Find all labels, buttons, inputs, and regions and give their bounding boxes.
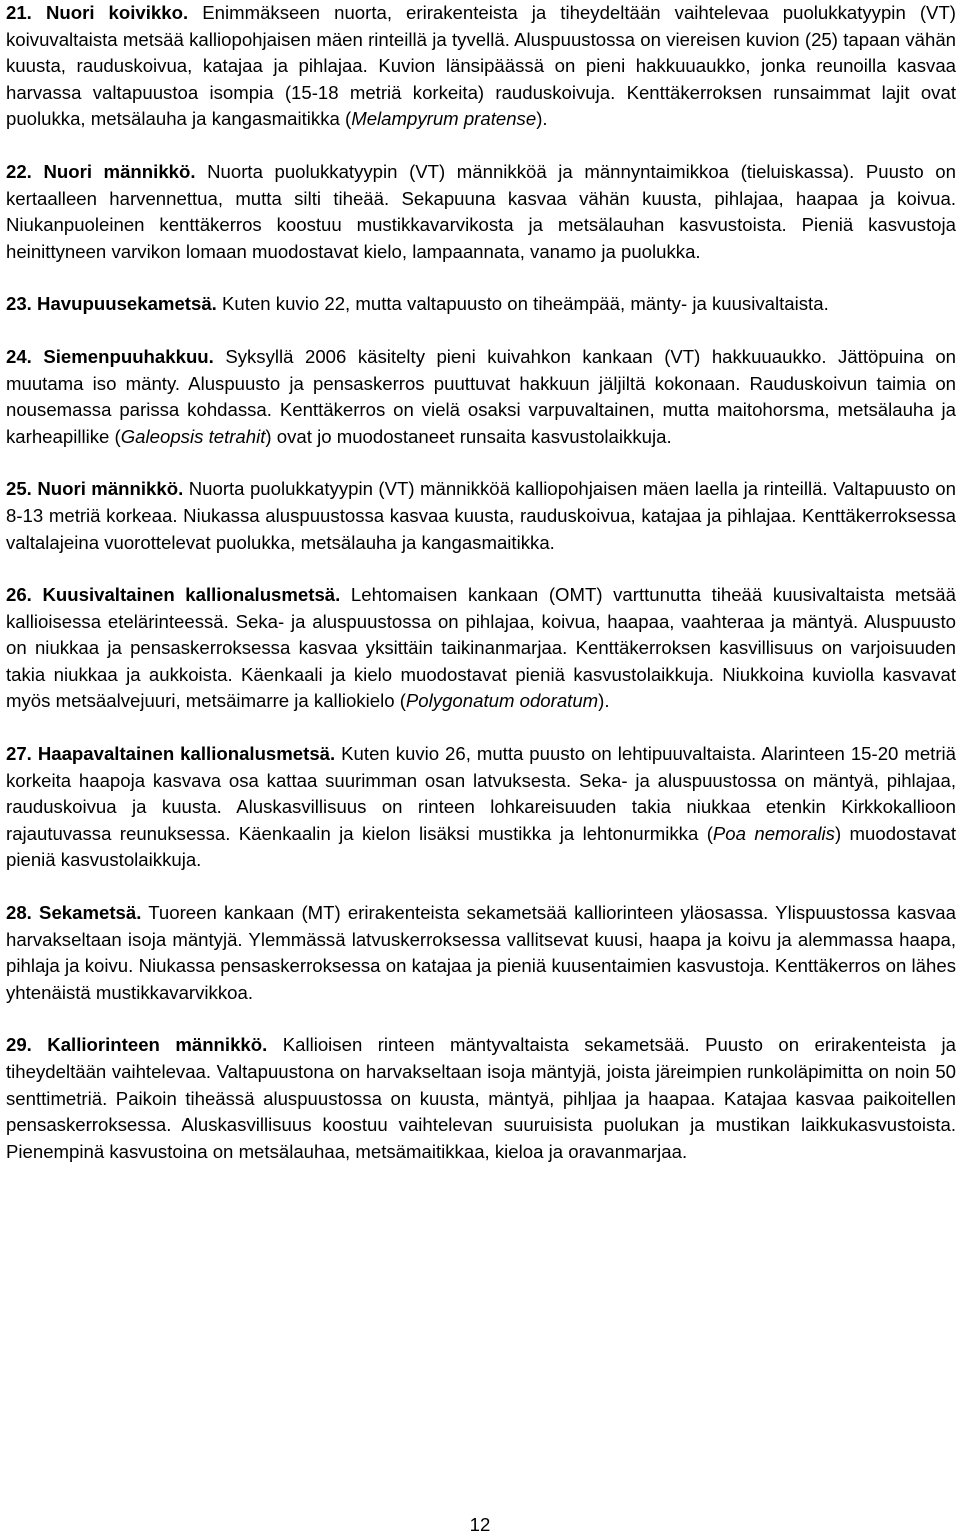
entry-number: 23. — [6, 293, 32, 315]
entry-paragraph — [6, 900, 956, 1006]
entry-title: Nuori männikkö. — [37, 478, 184, 500]
entry-21 — [6, 0, 956, 133]
entry-paragraph — [6, 291, 956, 318]
entry-text: Kallioisen rinteen mäntyvaltaista sekametsää. Puusto on erirakenteista ja tiheydeltään vaihtelevaa. Valtapuustona on harvakseltaan isoja mäntyjä, joista järeimpien runkoläpimitta on noin 50 senttimetriä. Paikoin tiheässä aluspuustossa on kuusta, mäntyä, pihljaa ja haapaa. Katajaa kasvaa paikoitellen pensaskerroksessa. Aluskasvillisuus koostuu vaihtelevan suuruisista puolukan ja mustikan laikkukasvustoista. Pienempinä kasvustoina on metsälauhaa, metsämaitikkaa, kieloa ja oravanmarjaa. — [6, 1034, 956, 1162]
entry-text: Tuoreen kankaan (MT) erirakenteista sekametsää kalliorinteen yläosassa. Ylispuustossa kasvaa harvakseltaan isoja mäntyjä. Ylemmässä latvuskerroksessa vallitsevat kuusi, haapa ja koivu ja alemmassa haapa, pihlaja ja koivu. Niukassa pensaskerroksessa on katajaa ja pieniä kuusentaimien kasvustoja. Kenttäkerros on lähes yhtenäistä mustikkavarvikkoa. — [6, 902, 956, 1003]
entry-title: Kalliorinteen männikkö. — [47, 1034, 268, 1056]
entry-28 — [6, 900, 956, 1006]
entry-title: Sekametsä. — [39, 902, 142, 924]
entry-number: 25. — [6, 478, 32, 500]
entry-title: Nuori koivikko. — [45, 2, 189, 23]
species-name: Galeopsis tetrahit — [120, 425, 266, 447]
entry-text: Nuorta puolukkatyypin (VT) männikköä kalliopohjaisen mäen laella ja rinteillä. Valtapuusto on 8-13 metriä korkeaa. Niukassa aluspuustossa kasvaa kuusta, rauduskoivua, katajaa ja pihlajaa. Kenttäkerroksessa valtalajeina vuorottelevat puolukka, metsälauha ja kangasmaitikka. — [6, 478, 956, 553]
entry-paragraph — [6, 0, 956, 133]
entry-text: Lehtomaisen kankaan (OMT) varttunutta tiheää kuusivaltaista metsää kallioisessa etelärinteessä. Seka- ja aluspuustossa on pihlajaa, koivua, haapaa, vaahteraa ja mäntyä. Aluspuusto on niukkaa ja pensaskerroksessa kasvaa yksittäin taikinanmarjaa. Kenttäkerroksen kasvillisuus on varjoisuuden takia niukkaa ja aukkoista. Käenkaali ja kielo muodostavat pieniä kasvustolaikkuja. Niukkoina kuviolla kasvavat myös metsäalvejuuri, metsäimarre ja kalliokielo ( — [6, 584, 956, 712]
entry-paragraph — [6, 159, 956, 265]
entry-paragraph — [6, 741, 956, 874]
entry-number: 26. — [6, 584, 32, 606]
entry-number: 22. — [6, 160, 32, 182]
entry-title: Kuusivaltainen kallionalusmetsä. — [42, 584, 341, 606]
entry-text: Syksyllä 2006 käsitelty pieni kuivahkon kankaan (VT) hakkuuaukko. Jättöpuina on muutama iso mänty. Aluspuusto ja pensaskerros puuttuvat hakkuun jäljiltä kokonaan. Rauduskoivun taimia on nousemassa parissa kohdassa. Kenttäkerros on vielä osaksi varpuvaltainen, mutta maitohorsma, metsälauha ja karheapillike ( — [6, 345, 956, 447]
entry-title: Nuori männikkö. — [43, 160, 196, 182]
entry-23 — [6, 291, 956, 318]
entry-text: Kuten kuvio 22, mutta valtapuusto on tiheämpää, mänty- ja kuusivaltaista. — [222, 293, 829, 315]
entry-title: Haapavaltainen kallionalusmetsä. — [37, 743, 336, 765]
species-name: Polygonatum odoratum — [405, 690, 599, 712]
entry-22 — [6, 159, 956, 265]
entry-number: 21. — [6, 2, 32, 23]
entry-title: Havupuusekametsä. — [37, 293, 217, 315]
entry-number: 24. — [6, 345, 32, 367]
entry-text: Enimmäkseen nuorta, erirakenteista ja tiheydeltään vaihtelevaa puolukkatyypin (VT) koivuvaltaista metsää kalliopohjaisen mäen rinteillä ja tyvellä. Aluspuustossa on viereisen kuvion (25) tapaan vähän kuusta, rauduskoivua, katajaa ja pihlajaa. Kuvion länsipäässä on pieni hakkuuaukko, jonka reunoilla kasvaa harvassa valtapuustoa isompia (15-18 metriä korkeita) rauduskoivuja. Kenttäkerroksen runsaimmat lajit ovat puolukka, metsälauha ja kangasmaitikka ( — [6, 2, 956, 130]
entry-paragraph — [6, 476, 956, 556]
entry-number: 28. — [6, 902, 32, 924]
entry-25 — [6, 476, 956, 556]
entry-number: 29. — [6, 1034, 32, 1056]
entry-24 — [6, 344, 956, 450]
entry-29 — [6, 1032, 956, 1165]
page-number: 12 — [469, 1514, 491, 1535]
entry-tail: ). — [598, 690, 610, 712]
entry-tail: ). — [536, 108, 548, 130]
entry-title: Siemenpuuhakkuu. — [43, 345, 214, 367]
entry-text: Nuorta puolukkatyypin (VT) männikköä ja männyntaimikkoa (tieluiskassa). Puusto on kertaalleen harvennettua, mutta silti tiheää. Sekapuuna kasvaa vähän kuusta, pihlajaa, haapaa ja koivua. Niukanpuoleinen kenttäkerros koostuu mustikkavarvikosta ja metsälauhan kasvustoista. Pieniä kasvustoja heinittyneen varvikon lomaan muodostavat kielo, lampaannata, vanamo ja puolukka. — [6, 160, 956, 262]
species-name: Melampyrum pratense — [351, 108, 537, 130]
entry-paragraph — [6, 344, 956, 450]
entry-number: 27. — [6, 743, 32, 765]
entry-tail: ) ovat jo muodostaneet runsaita kasvustolaikkuja. — [265, 425, 672, 447]
entry-text: Kuten kuvio 26, mutta puusto on lehtipuuvaltaista. Alarinteen 15-20 metriä korkeita haapoja kasvava osa kattaa suurimman osan latvuksesta. Seka- ja aluspuustossa on mäntyä, pihlajaa, rauduskoivua ja kuusta. Aluskasvillisuus on rinteen lohkareisuuden takia niukkaa etenkin Kirkkokallioon rajautuvassa reunuksessa. Käenkaalin ja kielon lisäksi mustikka ja lehtonurmikka ( — [6, 743, 956, 844]
species-name: Poa nemoralis — [712, 822, 835, 844]
entry-paragraph — [6, 582, 956, 715]
entry-26 — [6, 582, 956, 715]
entry-27 — [6, 741, 956, 874]
entry-paragraph — [6, 1032, 956, 1165]
entry-tail: ) muodostavat pieniä kasvustolaikkuja. — [6, 822, 956, 871]
